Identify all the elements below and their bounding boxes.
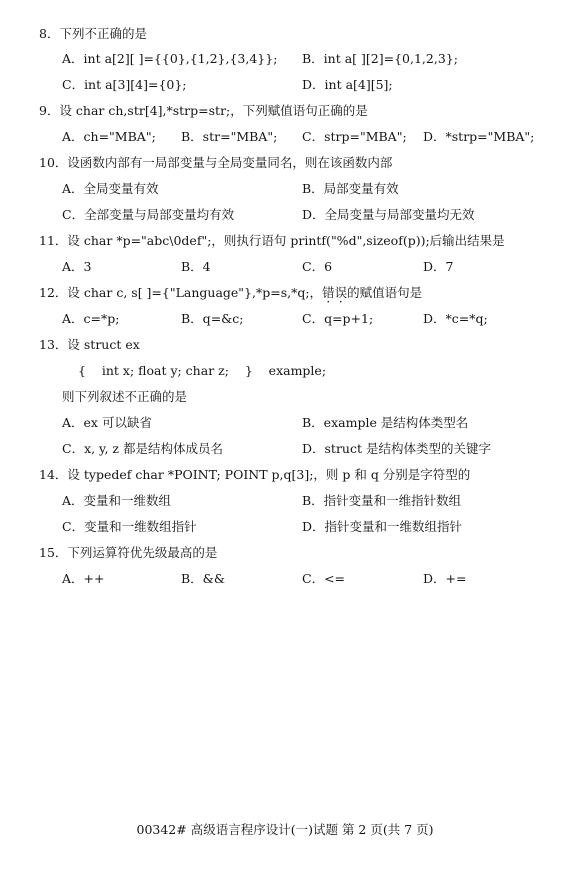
question-14-option-b: B．指针变量和一维指针数组 <box>302 493 462 508</box>
question-12-option-a: A．c=*p; <box>62 311 120 326</box>
question-10-option-c: C．全部变量与局部变量均有效 <box>62 207 235 222</box>
question-13-option-b: B．example 是结构体类型名 <box>302 415 469 430</box>
question-15-option-d: D．+= <box>423 571 467 586</box>
question-12-option-c: C．q=p+1; <box>302 311 374 326</box>
question-15-option-a: A．++ <box>62 571 105 586</box>
question-14-option-d: D．指针变量和一维数组指针 <box>302 519 463 534</box>
question-9-option-d: D．*strp="MBA"; <box>423 129 535 144</box>
question-13-substem: 则下列叙述不正确的是 <box>62 389 188 404</box>
question-11-option-c: C．6 <box>302 259 333 274</box>
question-13-option-c: C．x, y, z 都是结构体成员名 <box>62 441 223 456</box>
question-9-option-c: C．strp="MBA"; <box>302 129 407 144</box>
question-8-option-a: A．int a[2][ ]={{0},{1,2},{3,4}}; <box>62 51 278 66</box>
question-10-stem: 10．设函数内部有一局部变量与全局变量同名，则在该函数内部 <box>39 155 393 170</box>
question-12-option-d: D．*c=*q; <box>423 311 488 326</box>
question-9-option-b: B．str="MBA"; <box>181 129 278 144</box>
question-8-option-c: C．int a[3][4]={0}; <box>62 77 187 92</box>
question-14-option-c: C．变量和一维数组指针 <box>62 519 197 534</box>
question-8-stem: 8．下列不正确的是 <box>39 26 147 41</box>
question-11-option-b: B．4 <box>181 259 211 274</box>
question-9-option-a: A．ch="MBA"; <box>62 129 156 144</box>
question-9-stem: 9．设 char ch,str[4],*strp=str;，下列赋值语句正确的是 <box>39 103 368 118</box>
question-15-option-b: B．&& <box>181 571 225 586</box>
question-13-option-a: A．ex 可以缺省 <box>62 415 152 430</box>
question-12-stem-pre: 12．设 char c, s[ ]={"Language"},*p=s,*q;， <box>39 285 323 300</box>
question-12-stem-post: 的赋值语句是 <box>347 285 423 300</box>
question-15-option-c: C．<= <box>302 571 346 586</box>
question-10-option-a: A．全局变量有效 <box>62 181 159 196</box>
question-10-option-d: D．全局变量与局部变量均无效 <box>302 207 475 222</box>
question-15-stem: 15．下列运算符优先级最高的是 <box>39 545 218 560</box>
question-8-option-d: D．int a[4][5]; <box>302 77 393 92</box>
page-footer: 00342# 高级语言程序设计(一)试题 第 2 页(共 7 页) <box>136 822 434 837</box>
question-11-option-d: D．7 <box>423 259 454 274</box>
emphasis-dot-char: 错 <box>322 285 335 300</box>
question-13-code: { int x; float y; char z; } example; <box>78 363 327 378</box>
emphasis-dot-char: 误 <box>334 285 348 300</box>
question-13-stem: 13．设 struct ex <box>39 337 140 352</box>
question-8-option-b: B．int a[ ][2]={0,1,2,3}; <box>302 51 458 66</box>
question-11-stem: 11．设 char *p="abc\0def";，则执行语句 printf("%d",sizeof(p));后输出结果是 <box>39 233 505 248</box>
question-14-option-a: A．变量和一维数组 <box>62 493 172 508</box>
question-13-option-d: D．struct 是结构体类型的关键字 <box>302 441 491 456</box>
question-12-stem <box>39 285 422 301</box>
question-10-option-b: B．局部变量有效 <box>302 181 399 196</box>
question-11-option-a: A．3 <box>62 259 92 274</box>
question-12-option-b: B．q=&c; <box>181 311 244 326</box>
question-14-stem: 14．设 typedef char *POINT; POINT p,q[3];，则 p 和 q 分别是字符型的 <box>39 467 471 482</box>
